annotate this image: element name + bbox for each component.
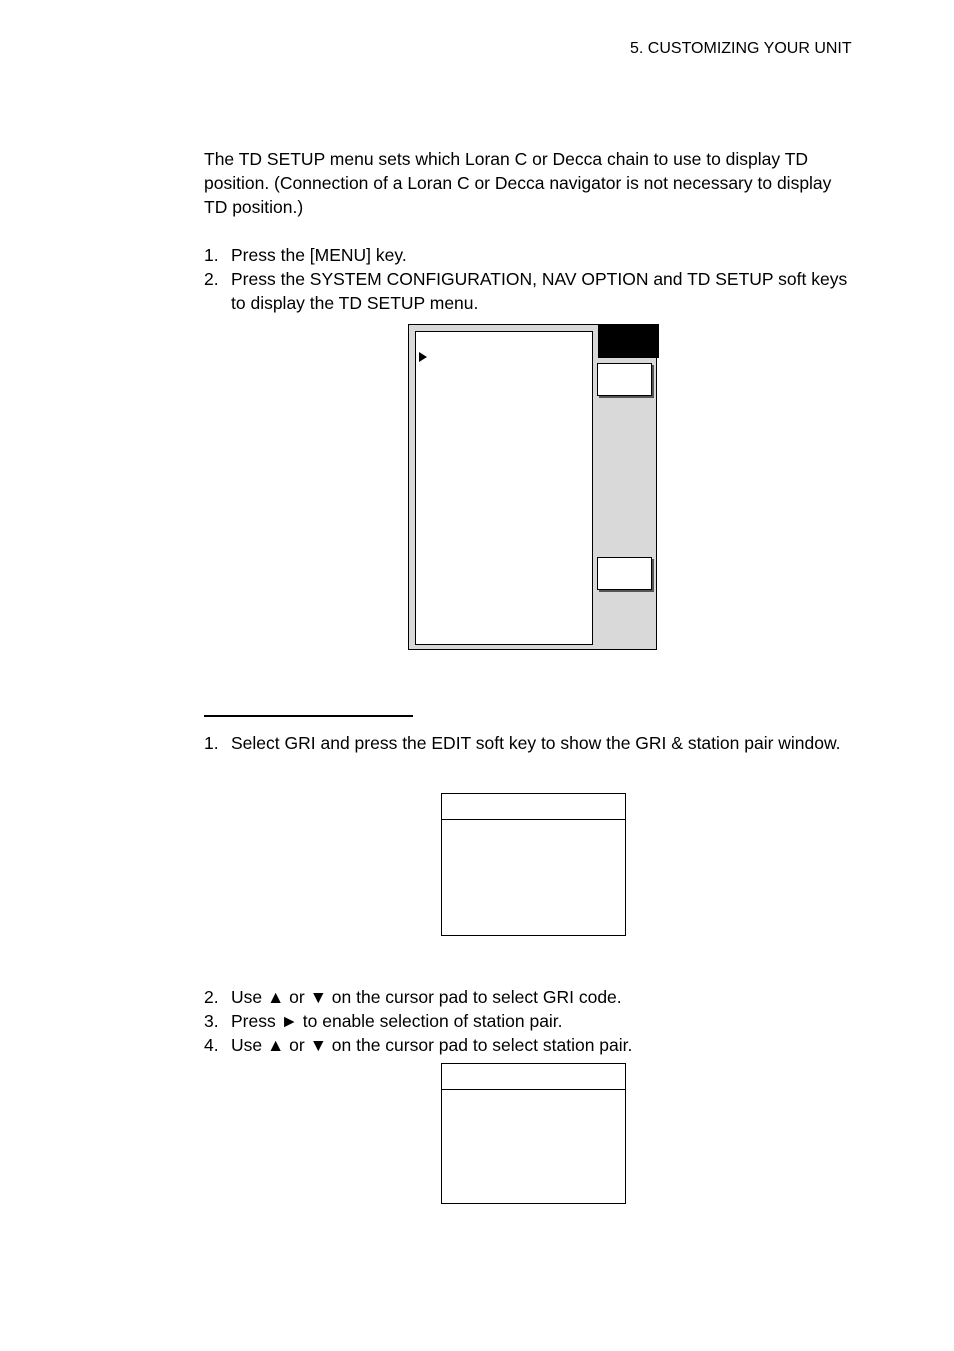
heading-underline xyxy=(204,715,413,717)
softkey-bottom[interactable] xyxy=(597,557,652,590)
steps-list-b xyxy=(204,731,854,755)
menu-list-panel xyxy=(415,331,593,645)
step-number: 2. xyxy=(204,269,219,289)
step-text: Use ▲ or ▼ on the cursor pad to select station pair. xyxy=(231,1035,633,1055)
td-setup-menu-illustration xyxy=(408,324,657,650)
steps-list-c xyxy=(204,985,854,1057)
step-text: Press the SYSTEM CONFIGURATION, NAV OPTION and TD SETUP soft keys to display the TD SETUP menu. xyxy=(231,269,848,313)
softkey-top[interactable] xyxy=(597,363,652,396)
window-title-bar xyxy=(442,1064,625,1090)
station-pair-window xyxy=(441,1063,626,1204)
gri-station-pair-window xyxy=(441,793,626,936)
cursor-arrow-icon xyxy=(419,352,427,362)
intro-paragraph: The TD SETUP menu sets which Loran C or Decca chain to use to display TD position. (Connection of a Loran C or Decca navigator is not necessary to display TD position.) xyxy=(204,149,832,217)
step-text: Use ▲ or ▼ on the cursor pad to select GRI code. xyxy=(231,987,622,1007)
step-item xyxy=(204,731,854,755)
softkey-title-bar xyxy=(598,324,659,358)
step-text: Press the [MENU] key. xyxy=(231,245,407,265)
step-number: 3. xyxy=(204,1011,219,1031)
running-header: 5. CUSTOMIZING YOUR UNIT xyxy=(630,40,852,57)
window-title-bar xyxy=(442,794,625,820)
step-number: 1. xyxy=(204,733,219,753)
step-text: Select GRI and press the EDIT soft key to show the GRI & station pair window. xyxy=(231,733,841,753)
step-item xyxy=(204,985,854,1009)
step-item xyxy=(204,1033,854,1057)
step-item xyxy=(204,267,854,315)
step-number: 1. xyxy=(204,245,219,265)
step-item xyxy=(204,1009,854,1033)
step-item xyxy=(204,243,854,267)
steps-list-a xyxy=(204,243,854,315)
step-number: 2. xyxy=(204,987,219,1007)
step-text: Press ► to enable selection of station pair. xyxy=(231,1011,563,1031)
step-number: 4. xyxy=(204,1035,219,1055)
